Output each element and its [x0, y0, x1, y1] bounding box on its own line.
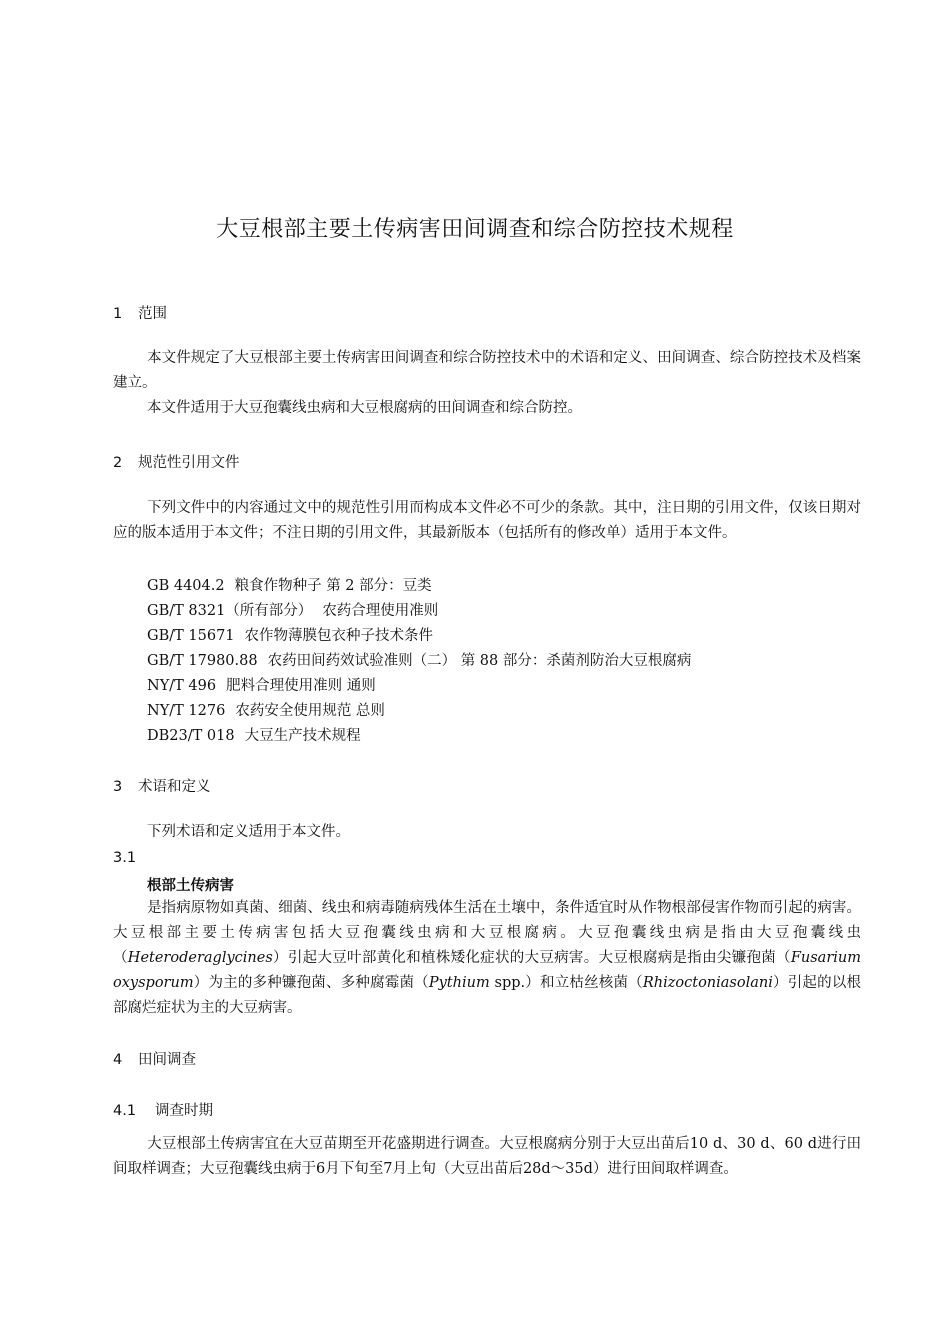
section-2-heading: [113, 451, 240, 472]
reference-name: 农药合理使用准则: [322, 603, 439, 619]
section-title: 规范性引用文件: [138, 455, 240, 471]
reference-item: [147, 649, 691, 670]
section-number: 1: [113, 306, 123, 322]
section-number: 4: [113, 1052, 123, 1068]
reference-item: [147, 724, 361, 745]
latin-name: Rhizoctoniasolani: [642, 975, 773, 991]
latin-name: Fusarium oxysporum: [113, 950, 861, 991]
clause-number: 4.1: [113, 1103, 137, 1119]
clause-4-1-paragraph: 大豆根部土传病害宜在大豆苗期至开花盛期进行调查。大豆根腐病分别于大豆出苗后10 d、30 d、60 d进行田间取样调查；大豆孢囊线虫病于6月下旬至7月上旬（大豆出苗后28d～35d）进行田间取样调查。: [113, 1136, 861, 1177]
reference-code: GB/T 8321（所有部分）: [147, 603, 313, 619]
clause-3-1-number: 3.1: [113, 850, 137, 866]
reference-code: NY/T 496: [147, 678, 217, 694]
reference-name: 大豆生产技术规程: [244, 728, 361, 744]
term-root-soilborne-disease: 根部土传病害: [147, 878, 234, 894]
reference-code: NY/T 1276: [147, 703, 226, 719]
latin-name: Pythium: [428, 975, 490, 991]
reference-item: [147, 599, 438, 620]
section-title: 术语和定义: [138, 779, 211, 795]
term-definition: 是指病原物如真菌、细菌、线虫和病毒随病残体生活在土壤中，条件适宜时从作物根部侵害作物而引起的病害。大豆根部主要土传病害包括大豆孢囊线虫病和大豆根腐病。大豆孢囊线虫病是指由大豆孢囊线虫（Heteroderaglycines）引起大豆叶部黄化和植株矮化症状的大豆病害。大豆根腐病是指由尖镰孢菌（Fusarium oxysporum）为主的多种镰孢菌、多种腐霉菌（Pythium spp.）和立枯丝核菌（Rhizoctoniasolani）引起的以根部腐烂症状为主的大豆病害。: [113, 900, 862, 1016]
clause-title: 调查时期: [155, 1103, 213, 1119]
reference-name: 农药田间药效试验准则（二） 第 88 部分：杀菌剂防治大豆根腐病: [267, 653, 692, 669]
reference-code: GB/T 15671: [147, 628, 235, 644]
reference-code: GB 4404.2: [147, 578, 225, 594]
reference-name: 粮食作物种子 第 2 部分：豆类: [234, 578, 432, 594]
reference-item: [147, 674, 376, 695]
reference-code: GB/T 17980.88: [147, 653, 258, 669]
reference-item: [147, 574, 432, 595]
section-1-paragraph-1: 本文件规定了大豆根部主要土传病害田间调查和综合防控技术中的术语和定义、田间调查、综合防控技术及档案建立。: [113, 350, 861, 391]
reference-name: 肥料合理使用准则 通则: [226, 678, 376, 694]
latin-name: Heteroderaglycines: [127, 950, 273, 966]
reference-item: [147, 699, 385, 720]
document-title: 大豆根部主要土传病害田间调查和综合防控技术规程: [216, 217, 734, 242]
reference-name: 农药安全使用规范 总则: [235, 703, 385, 719]
section-1-heading: [113, 302, 167, 323]
section-title: 田间调查: [138, 1052, 196, 1068]
section-4-heading: [113, 1048, 196, 1069]
reference-code: DB23/T 018: [147, 728, 235, 744]
reference-name: 农作物薄膜包衣种子技术条件: [244, 628, 434, 644]
section-1-paragraph-2: 本文件适用于大豆孢囊线虫病和大豆根腐病的田间调查和综合防控。: [147, 400, 582, 416]
clause-4-1-heading: [113, 1099, 213, 1120]
reference-item: [147, 624, 433, 645]
section-number: 3: [113, 779, 123, 795]
section-3-heading: [113, 775, 211, 796]
section-2-paragraph-1: 下列文件中的内容通过文中的规范性引用而构成本文件必不可少的条款。其中，注日期的引用文件，仅该日期对应的版本适用于本文件；不注日期的引用文件，其最新版本（包括所有的修改单）适用于本文件。: [113, 500, 861, 541]
section-3-paragraph-1: 下列术语和定义适用于本文件。: [147, 824, 350, 840]
section-title: 范围: [138, 306, 167, 322]
section-number: 2: [113, 455, 123, 471]
